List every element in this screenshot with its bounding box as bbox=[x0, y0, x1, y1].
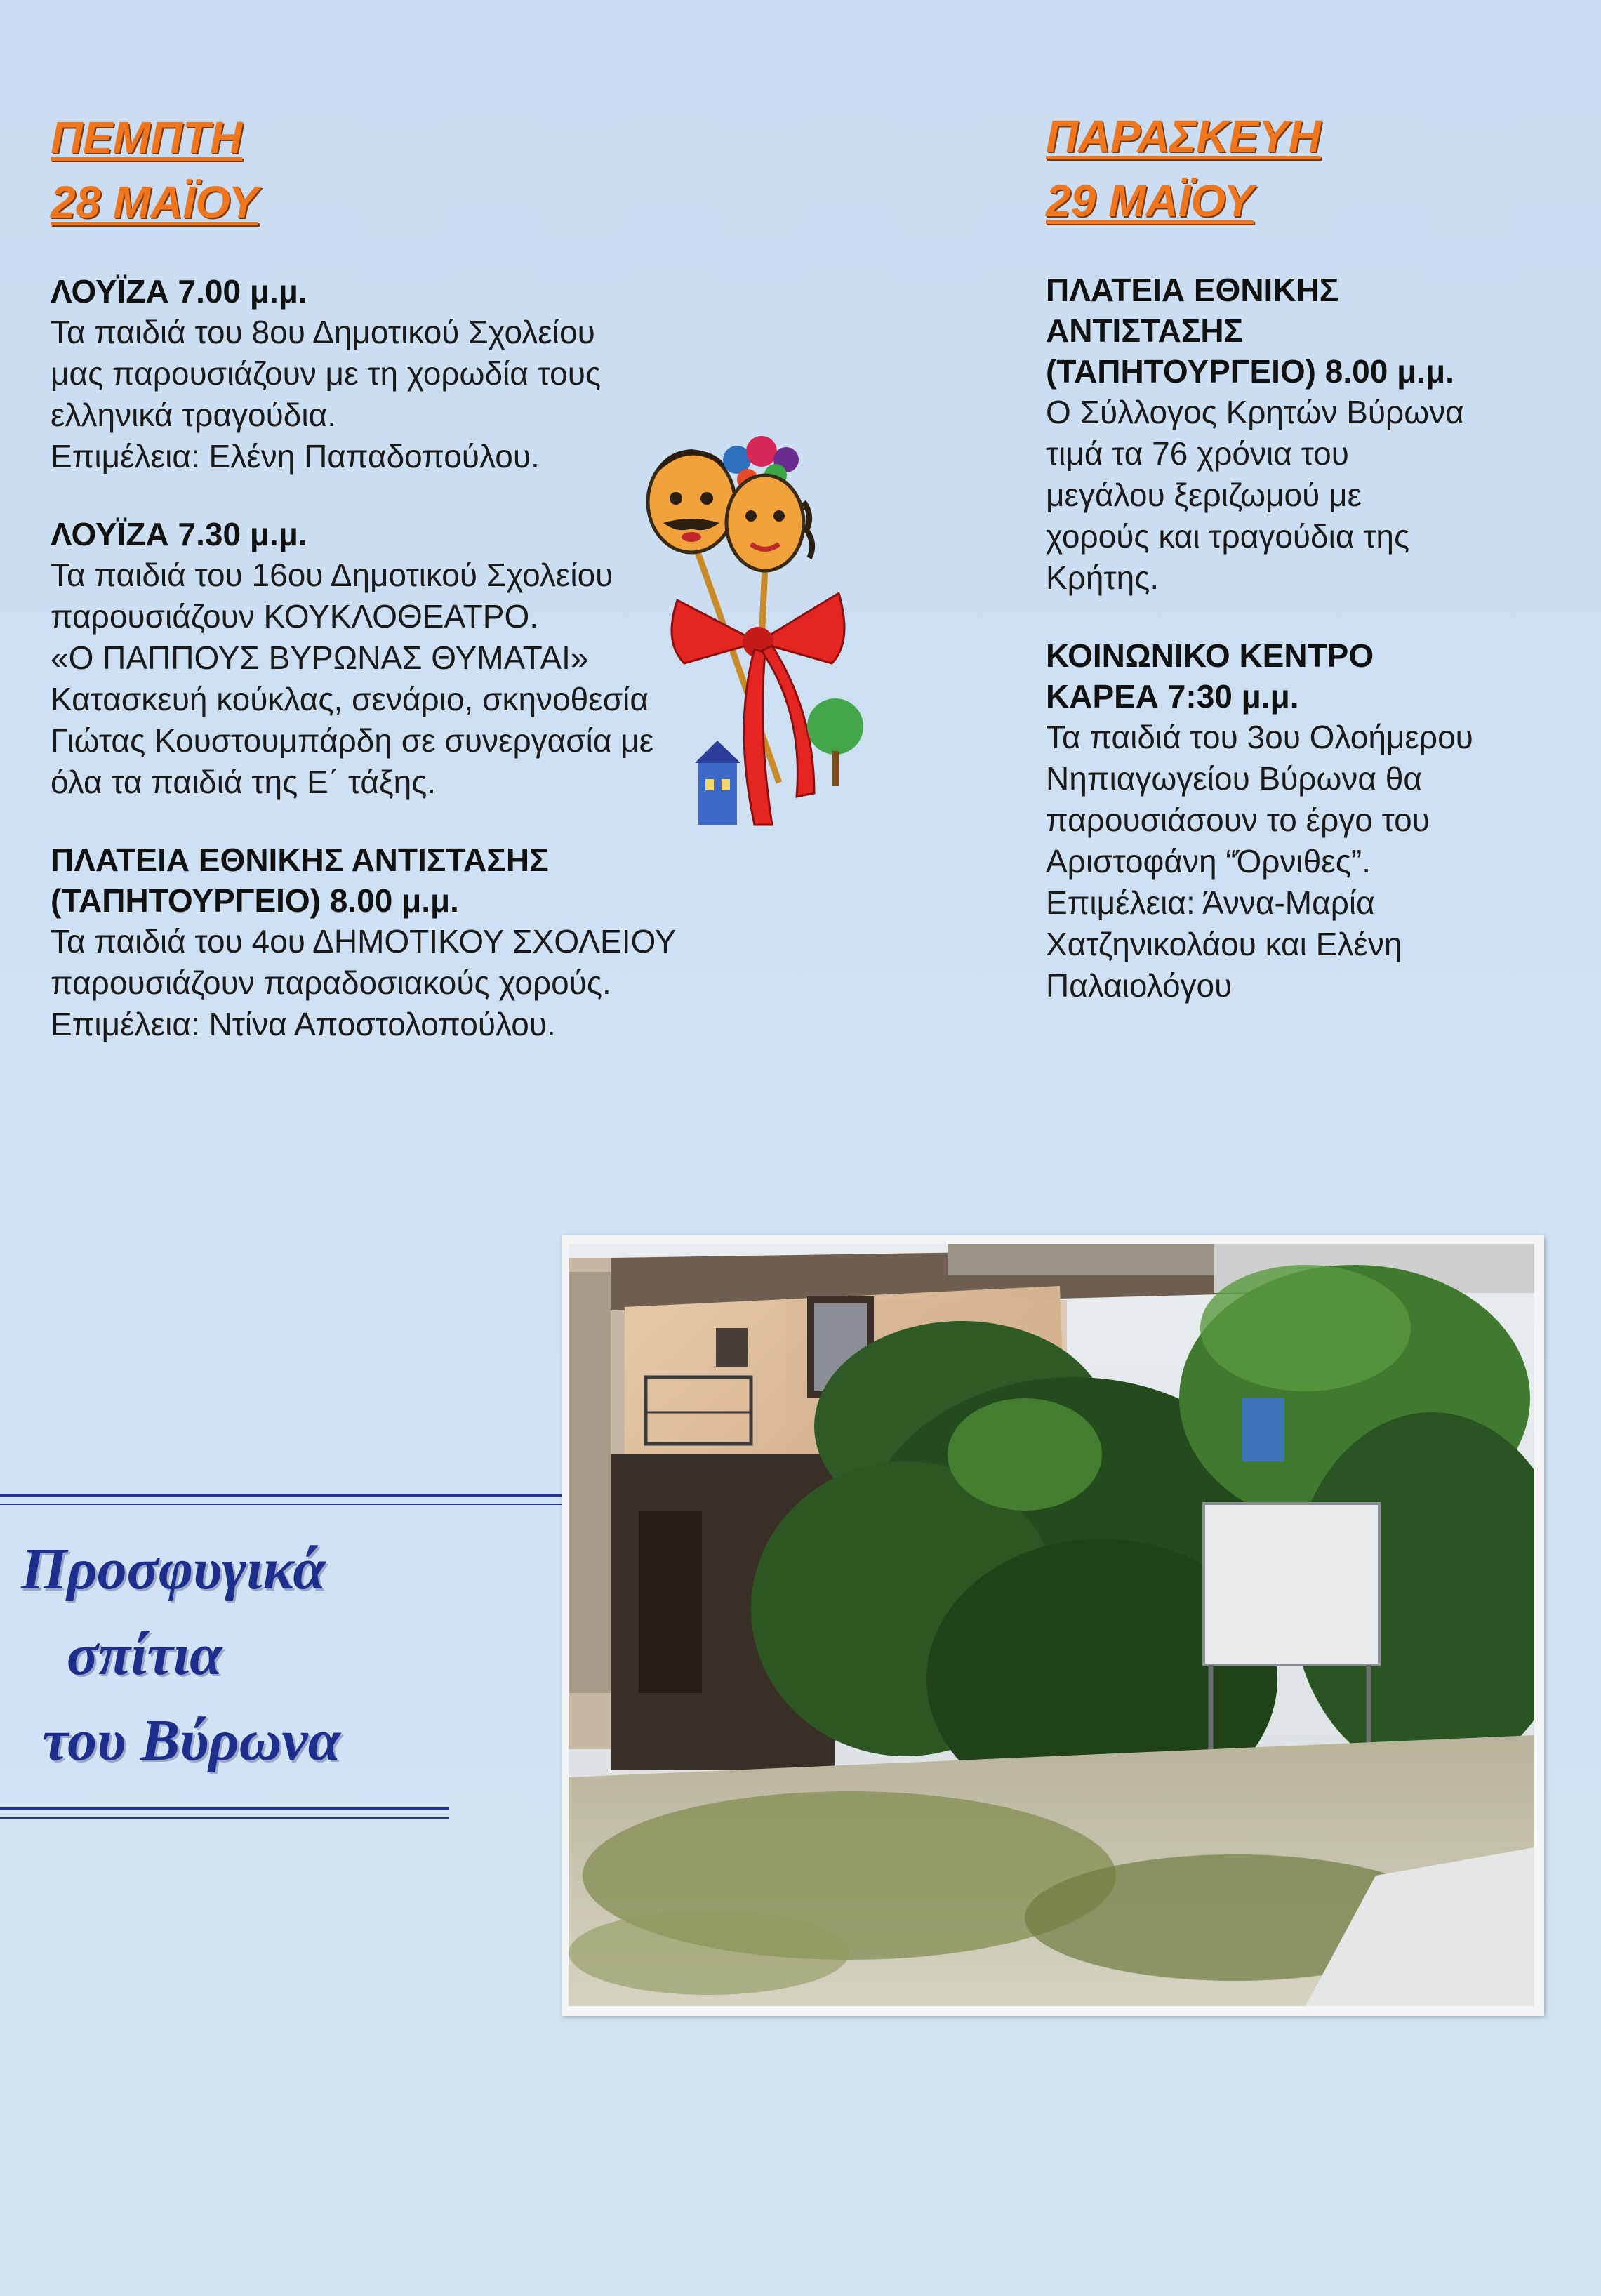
tree-drawing bbox=[807, 698, 863, 786]
event-line: όλα τα παιδιά της Ε΄ τάξης. bbox=[51, 764, 437, 800]
event-line: Τα παιδιά του 16ου Δημοτικού Σχολείου bbox=[51, 557, 613, 593]
event-heading-line: ΑΝΤΙΣΤΑΣΗΣ bbox=[1046, 312, 1244, 349]
puppets-illustration bbox=[635, 432, 902, 853]
event-line: «Ο ΠΑΠΠΟΥΣ ΒΥΡΩΝΑΣ ΘΥΜΑΤΑΙ» bbox=[51, 639, 589, 676]
event-line: Ο Σύλλογος Κρητών Βύρωνα bbox=[1046, 394, 1464, 430]
event-line: Επιμέλεια: Ντίνα Αποστολοπούλου. bbox=[51, 1006, 556, 1042]
man-puppet-face bbox=[648, 449, 735, 552]
event-line: Γιώτας Κουστουμπάρδη σε συνεργασία με bbox=[51, 722, 654, 759]
event-line: τιμά τα 76 χρόνια του bbox=[1046, 435, 1349, 472]
friday-column bbox=[1046, 104, 1579, 1007]
event-heading-line: (ΤΑΠΗΤΟΥΡΓΕΙΟ) 8.00 μ.μ. bbox=[1046, 353, 1454, 390]
caption-rule-bottom-thin bbox=[0, 1817, 449, 1819]
event-line: Κρήτης. bbox=[1046, 559, 1160, 596]
event-heading-line: ΠΛΑΤΕΙΑ ΕΘΝΙΚΗΣ ΑΝΤΙΣΤΑΣΗΣ bbox=[51, 842, 549, 878]
caption-rule-bottom bbox=[0, 1807, 449, 1810]
event-line: χορούς και τραγούδια της bbox=[1046, 518, 1410, 555]
caption-line: σπίτια bbox=[67, 1622, 222, 1687]
caption-rule-top-thin bbox=[0, 1504, 562, 1505]
event-heading-line: ΠΛΑΤΕΙΑ ΕΘΝΙΚΗΣ bbox=[1046, 272, 1339, 308]
event-line: ελληνικά τραγούδια. bbox=[51, 397, 336, 433]
event-koinoniko-kentro bbox=[1046, 635, 1579, 1007]
refugee-houses-photo bbox=[569, 1244, 1534, 2006]
event-description bbox=[1046, 392, 1579, 599]
woman-puppet-face bbox=[723, 436, 812, 571]
event-line: Επιμέλεια: Άννα-Μαρία bbox=[1046, 884, 1375, 921]
thursday-day-title bbox=[51, 105, 752, 234]
event-line: Τα παιδιά του 4ου ΔΗΜΟΤΙΚΟΥ ΣΧΟΛΕΙΟΥ bbox=[51, 923, 677, 960]
caption-line: του Βύρωνα bbox=[42, 1708, 341, 1773]
event-heading-line: ΚΟΙΝΩΝΙΚΟ ΚΕΝΤΡΟ bbox=[1046, 637, 1374, 674]
day-title-line: 28 ΜΑΪΟΥ bbox=[51, 177, 259, 227]
event-plateia-kritiki bbox=[1046, 270, 1579, 599]
photo-frame bbox=[562, 1235, 1544, 2016]
event-line: Επιμέλεια: Ελένη Παπαδοπούλου. bbox=[51, 438, 540, 475]
event-line: Νηπιαγωγείου Βύρωνα θα bbox=[1046, 760, 1422, 797]
day-title-line: ΠΕΜΠΤΗ bbox=[51, 112, 243, 163]
event-heading-line: (ΤΑΠΗΤΟΥΡΓΕΙΟ) 8.00 μ.μ. bbox=[51, 882, 459, 919]
day-title-line: ΠΑΡΑΣΚΕΥΗ bbox=[1046, 111, 1321, 161]
event-line: παρουσιάζουν ΚΟΥΚΛΟΘΕΑΤΡΟ. bbox=[51, 598, 539, 635]
event-heading-line: ΚΑΡΕΑ 7:30 μ.μ. bbox=[1046, 678, 1299, 715]
house-drawing bbox=[695, 741, 740, 825]
event-heading-line: ΛΟΥΪΖΑ 7.30 μ.μ. bbox=[51, 516, 307, 552]
event-description bbox=[51, 921, 752, 1045]
event-line: παρουσιάσουν το έργο του bbox=[1046, 802, 1430, 838]
day-title-line: 29 ΜΑΪΟΥ bbox=[1046, 175, 1254, 226]
event-heading bbox=[1046, 635, 1579, 717]
caption-line: Προσφυγικά bbox=[21, 1537, 326, 1602]
photo-caption bbox=[21, 1527, 554, 1784]
event-heading bbox=[1046, 270, 1579, 392]
event-line: Κατασκευή κούκλας, σενάριο, σκηνοθεσία bbox=[51, 681, 649, 717]
event-line: Τα παιδιά του 3ου Ολοήμερου bbox=[1046, 719, 1473, 755]
event-line: παρουσιάζουν παραδοσιακούς χορούς. bbox=[51, 964, 611, 1001]
event-heading bbox=[51, 271, 752, 312]
event-plateia-800 bbox=[51, 840, 752, 1045]
event-line: Παλαιολόγου bbox=[1046, 967, 1233, 1004]
event-line: μας παρουσιάζουν με τη χορωδία τους bbox=[51, 355, 602, 392]
event-line: Τα παιδιά του 8ου Δημοτικού Σχολείου bbox=[51, 314, 595, 350]
event-heading-line: ΛΟΥΪΖΑ 7.00 μ.μ. bbox=[51, 273, 307, 310]
caption-rule-top bbox=[0, 1494, 562, 1497]
event-line: Χατζηνικολάου και Ελένη bbox=[1046, 926, 1402, 962]
event-description bbox=[1046, 717, 1579, 1007]
friday-day-title bbox=[1046, 104, 1579, 233]
event-line: μεγάλου ξεριζωμού με bbox=[1046, 477, 1362, 513]
event-line: Αριστοφάνη “Όρνιθες”. bbox=[1046, 843, 1371, 880]
